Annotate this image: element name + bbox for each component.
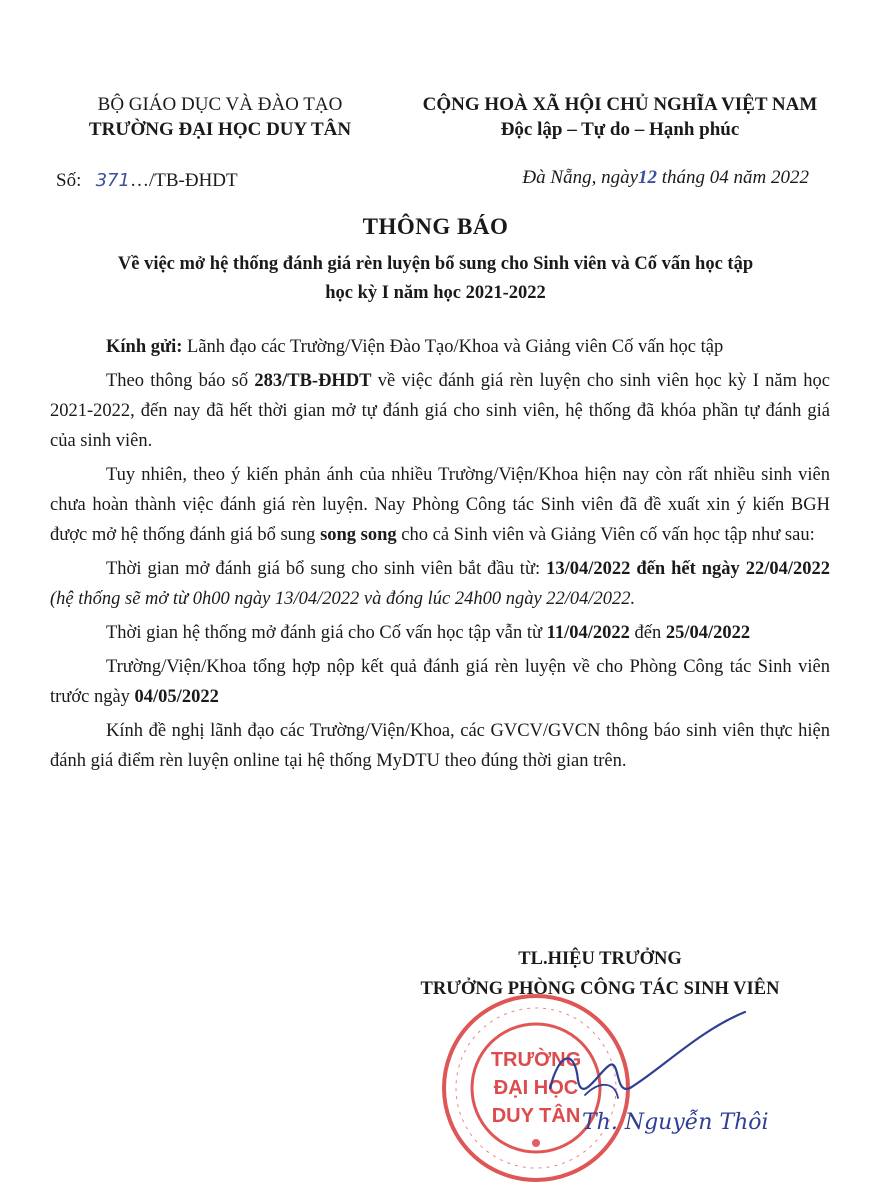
national-motto: Độc lập – Tự do – Hạnh phúc	[500, 119, 740, 140]
signer-name: Th. Nguyễn Thôi	[582, 1110, 769, 1135]
date-day: 12	[638, 167, 657, 188]
paragraph-submission	[50, 652, 830, 712]
signature-title-2: TRƯỞNG PHÒNG CÔNG TÁC SINH VIÊN	[420, 979, 780, 999]
text-span: cho cả Sinh viên và Giảng Viên cố vấn học tập như sau:	[396, 525, 815, 545]
header-right	[400, 92, 840, 142]
document-subtitle	[40, 250, 831, 308]
document-title: THÔNG BÁO	[362, 214, 509, 239]
text-span: Tuy nhiên, theo ý kiến phản ánh của nhiều Trường/Viện/Khoa hiện nay còn rất nhiều sinh viên chưa hoàn thành việc đánh giá rèn luyện. Nay Phòng Công tác Sinh viên đã đề xuất xin ý kiến BGH được mở hệ thống đánh giá bổ sung	[50, 465, 830, 545]
advisor-start-date: 11/04/2022	[546, 623, 630, 643]
paragraph-request: Kính đề nghị lãnh đạo các Trường/Viện/Khoa, các GVCV/GVCN thông báo sinh viên thực hiện đánh giá điểm rèn luyện online tại hệ thống MyDTU theo đúng thời gian trên.	[50, 721, 830, 771]
text-span: Trường/Viện/Khoa tổng hợp nộp kết quả đánh giá rèn luyện về cho Phòng Công tác Sinh viên trước ngày	[50, 657, 830, 707]
date-rest: tháng 04 năm 2022	[661, 167, 809, 188]
text-span: đến	[629, 623, 666, 643]
system-hours-note: (hệ thống sẽ mở từ 0h00 ngày 13/04/2022 và đóng lúc 24h00 ngày 22/04/2022.	[50, 589, 636, 609]
reference-prefix: Số:	[56, 170, 82, 191]
recipients-label: Kính gửi:	[106, 337, 183, 357]
nation-title: CỘNG HOÀ XÃ HỘI CHỦ NGHĨA VIỆT NAM	[422, 94, 818, 115]
text-span: Theo thông báo số	[106, 371, 255, 391]
paragraph-student-period	[50, 554, 830, 614]
text-span: Thời gian mở đánh giá bổ sung cho sinh viên bắt đầu từ:	[106, 559, 547, 579]
referenced-notice-number: 283/TB-ĐHDT	[254, 371, 372, 391]
subtitle-line-1: Về việc mở hệ thống đánh giá rèn luyện bổ sung cho Sinh viên và Cố vấn học tập	[117, 254, 754, 274]
subtitle-line-2: học kỳ I năm học 2021-2022	[325, 283, 546, 303]
stamp-text-3: DUY TÂN	[491, 1105, 581, 1127]
header-left	[50, 92, 390, 142]
advisor-end-date: 25/04/2022	[665, 623, 751, 643]
document-body	[50, 332, 830, 780]
submission-deadline: 04/05/2022	[134, 687, 219, 707]
recipients-text: Lãnh đạo các Trường/Viện Đào Tạo/Khoa và Giảng viên Cố vấn học tập	[182, 337, 724, 357]
stamp-text-2: ĐẠI HỌC	[493, 1077, 579, 1099]
ministry-name: BỘ GIÁO DỤC VÀ ĐÀO TẠO	[97, 94, 343, 115]
reference-handwritten-number: 371	[95, 170, 130, 191]
signature-title-1: TL.HIỆU TRƯỞNG	[518, 949, 682, 969]
paragraph-advisor-period	[50, 618, 830, 648]
reference-number	[56, 170, 238, 192]
paragraph-background	[50, 366, 830, 456]
reference-suffix: …/TB-ĐHDT	[129, 170, 238, 191]
emphasis-parallel: song song	[320, 525, 397, 545]
text-span: Thời gian hệ thống mở đánh giá cho Cố vấn học tập vẫn từ	[106, 623, 547, 643]
date-prefix: Đà Nẵng, ngày	[522, 167, 638, 188]
university-name: TRƯỜNG ĐẠI HỌC DUY TÂN	[88, 119, 352, 140]
stamp-text-1: TRƯỜNG	[490, 1049, 582, 1071]
paragraph-reason	[50, 460, 830, 550]
recipients-paragraph	[50, 332, 830, 362]
issue-date	[522, 167, 809, 189]
student-period-dates: 13/04/2022 đến hết ngày 22/04/2022	[546, 559, 830, 579]
text-span: về việc đánh giá rèn luyện cho sinh viên học kỳ I năm học 2021-2022, đến nay đã hết thời gian mở tự đánh giá cho sinh viên, hệ thống đã khóa phần tự đánh giá của sinh viên.	[50, 371, 830, 451]
